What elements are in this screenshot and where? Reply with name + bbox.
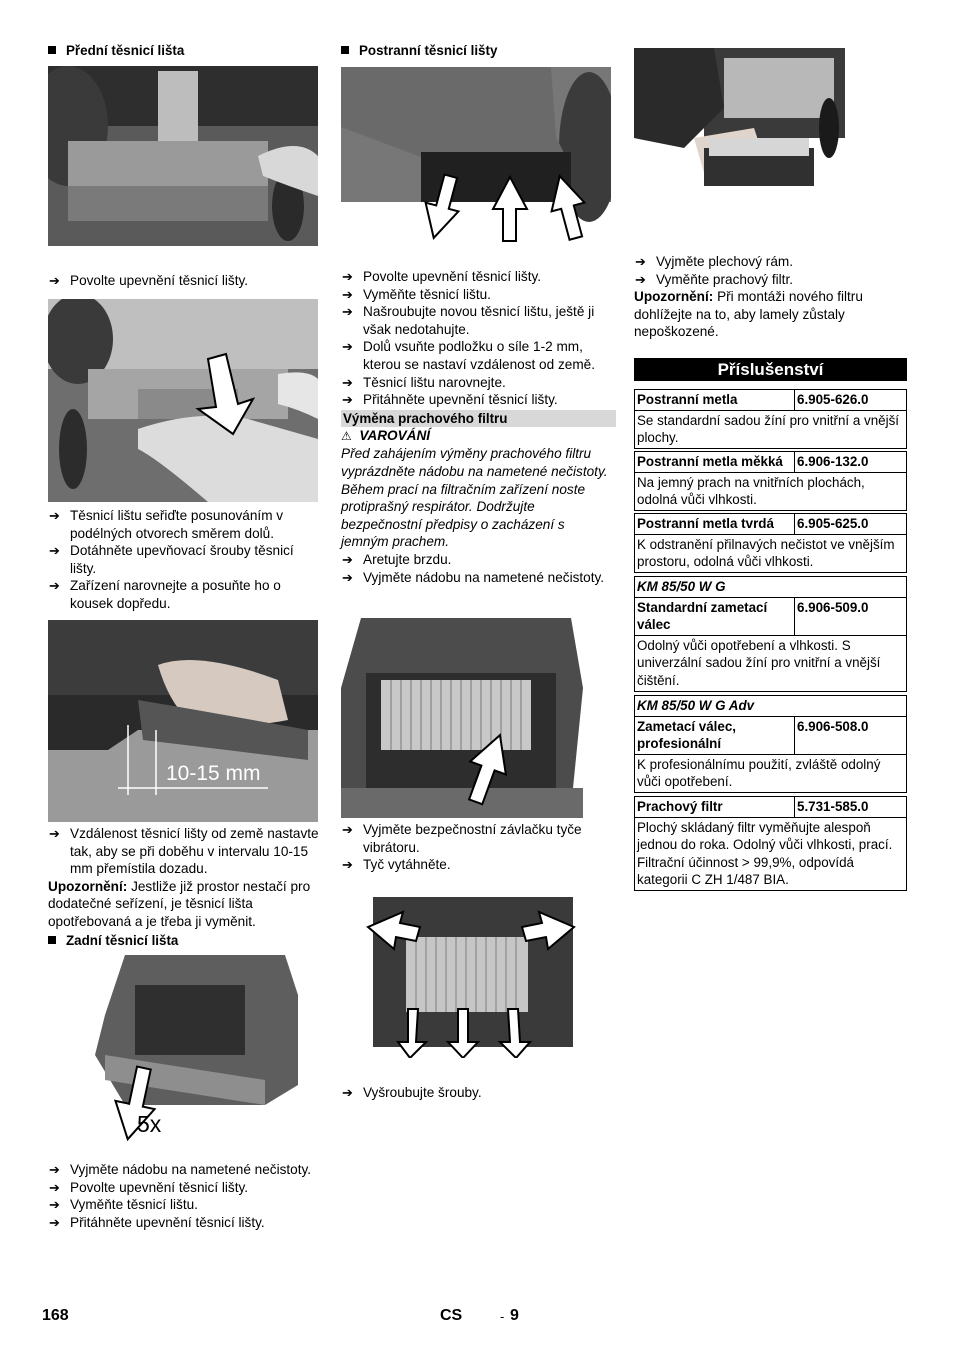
arrow-right-icon: ➔ [342, 1085, 353, 1100]
table-row [635, 635, 907, 691]
photo-side-seals [341, 67, 611, 245]
arrow-right-icon: ➔ [49, 826, 60, 841]
steps-rear [48, 1161, 320, 1231]
photo-filter-screws-drawing [358, 897, 584, 1058]
accessory-description: Plochý skládaný filtr vyměňujte alespoň jednou do roka. Odolný vůči vlhkosti, prací. Filtrační účinnost > 99,9%, odpovídá kategorii C ZH 1/487 BIA. [635, 817, 907, 890]
step-side-1: ➔ Povolte upevnění těsnicí lišty. [342, 269, 542, 284]
heading-rear-seal: Zadní těsnicí lišta [48, 932, 320, 949]
accessory-part-number: 6.906-509.0 [795, 597, 907, 635]
arrow-right-icon: ➔ [49, 273, 60, 288]
table-row [635, 696, 907, 717]
accessory-description: Odolný vůči opotřebení a vlhkosti. S univerzální sadou žíní pro vnitřní a vnější čištění. [635, 635, 907, 691]
step-rear-3: ➔ Vyměňte těsnicí lištu. [49, 1197, 198, 1213]
table-row [635, 754, 907, 792]
arrow-right-icon: ➔ [342, 286, 353, 302]
photo-filter-pin [341, 618, 583, 818]
arrow-right-icon: ➔ [342, 857, 353, 873]
photo-rear-seal-drawing [95, 955, 298, 1147]
distance-label: 10-15 mm [166, 762, 261, 785]
photo-filter-replace-drawing [634, 48, 845, 188]
note-front: Upozornění: Jestliže již prostor nestačí pro dodatečné seřízení, je těsnicí lišta opotřebovaná a je třeba ji vyměnit. [48, 878, 311, 929]
accessory-name: Prachový filtr [635, 797, 795, 818]
accessory-description: Na jemný prach na vnitřních plochách, odolná vůči vlhkosti. [635, 472, 907, 510]
arrow-right-icon: ➔ [49, 578, 60, 594]
table-row [635, 817, 907, 890]
step-rear-1: ➔ Vyjměte nádobu na nametené nečistoty. [49, 1162, 312, 1177]
step-rear-4: ➔ Přitáhněte upevnění těsnicí lišty. [49, 1214, 265, 1230]
section-dust-filter-title: Výměna prachového filtru [341, 410, 616, 427]
photo-front-seal-1-drawing [48, 66, 318, 246]
step-front-1: ➔ Povolte upevnění těsnicí lišty. [49, 273, 249, 288]
model-heading: KM 85/50 W G [635, 577, 907, 598]
accessory-description: Se standardní sadou žíní pro vnitřní a vnější plochy. [635, 410, 907, 448]
table-row [635, 597, 907, 635]
accessories-table [634, 389, 907, 449]
accessory-part-number: 5.731-585.0 [795, 797, 907, 818]
accessories-table [634, 796, 907, 891]
arrow-right-icon: ➔ [342, 304, 353, 320]
arrow-right-icon: ➔ [342, 269, 353, 284]
accessory-part-number: 6.905-626.0 [795, 390, 907, 411]
accessories-table [634, 695, 907, 793]
table-row [635, 797, 907, 818]
step-side-2: ➔ Vyměňte těsnicí lištu. [342, 286, 491, 302]
table-row [635, 410, 907, 448]
accessory-name: Postranní metla měkká [635, 452, 795, 473]
arrow-right-icon: ➔ [342, 392, 353, 408]
arrow-right-icon: ➔ [342, 374, 353, 390]
page-number: 168 [42, 1307, 69, 1324]
photo-front-seal-distance-drawing [48, 620, 318, 822]
square-bullet-icon [48, 936, 56, 944]
accessory-part-number: 6.905-625.0 [795, 514, 907, 535]
model-heading: KM 85/50 W G Adv [635, 696, 907, 717]
steps-side [341, 268, 616, 586]
arrow-right-icon: ➔ [49, 1214, 60, 1230]
arrow-right-icon: ➔ [49, 508, 60, 523]
table-row [635, 472, 907, 510]
photo-filter-replace [634, 48, 845, 188]
arrow-right-icon: ➔ [342, 551, 353, 567]
table-row [635, 452, 907, 473]
accessory-name: Standardní zametací válec [635, 597, 795, 635]
step-filter-7: ➔ Vyměňte prachový filtr. [635, 271, 793, 287]
accessory-name: Postranní metla [635, 390, 795, 411]
photo-front-seal-1 [48, 66, 318, 246]
step-side-3: ➔ Našroubujte novou těsnicí lištu, ještě ji však nedotahujte. [342, 304, 595, 337]
photo-front-seal-2-drawing [48, 299, 318, 502]
arrow-right-icon: ➔ [49, 1197, 60, 1213]
steps-front-5 [48, 825, 320, 949]
arrow-right-icon: ➔ [342, 339, 353, 355]
photo-front-seal-2 [48, 299, 318, 502]
step-filter-3: ➔ Vyjměte bezpečnostní závlačku tyče vibrátoru. [342, 822, 582, 855]
step-side-4: ➔ Dolů vsuňte podložku o síle 1-2 mm, kterou se nastaví vzdálenost od země. [342, 339, 595, 372]
step-front-4: ➔ Zařízení narovnejte a posuňte ho o kousek dopředu. [49, 578, 281, 611]
heading-front-seal: Přední těsnicí lišta [48, 42, 184, 59]
step-filter-4: ➔ Tyč vytáhněte. [342, 857, 451, 873]
accessories-table [634, 513, 907, 573]
table-row [635, 514, 907, 535]
photo-side-seals-drawing [341, 67, 611, 245]
language-code: CS [440, 1307, 463, 1324]
steps-filter-4 [634, 253, 907, 341]
step-front-2: ➔ Těsnicí lištu seřiďte posunováním v podélných otvorech směrem dolů. [49, 508, 284, 541]
square-bullet-icon [341, 46, 349, 54]
table-row [635, 534, 907, 572]
photo-rear-seal [95, 955, 298, 1147]
accessories-table [634, 451, 907, 511]
step-filter-5: ➔ Vyšroubujte šrouby. [342, 1085, 482, 1100]
footer-dash: - [500, 1309, 505, 1324]
step-filter-1: ➔ Aretujte brzdu. [342, 551, 452, 567]
table-row [635, 577, 907, 598]
steps-filter-2 [341, 821, 616, 874]
accessories-title: Příslušenství [634, 358, 907, 381]
count-label: 5x [137, 1111, 162, 1137]
square-bullet-icon [48, 46, 56, 54]
heading-side-seals: Postranní těsnicí lišty [341, 42, 497, 59]
photo-filter-screws [358, 897, 584, 1058]
warning-text: Před zahájením výměny prachového filtru vyprázdněte nádobu na nametené nečistoty. Během prací na filtračním zařízení noste protiprašný respirátor. Dodržujte bezpečnostní předpisy o zacházení s jemným prachem. [341, 446, 608, 550]
accessory-part-number: 6.906-132.0 [795, 452, 907, 473]
step-rear-2: ➔ Povolte upevnění těsnicí lišty. [49, 1179, 249, 1195]
steps-filter-3 [341, 1084, 616, 1102]
section-page-number: 9 [510, 1307, 519, 1324]
table-row [635, 390, 907, 411]
photo-front-seal-distance [48, 620, 318, 822]
arrow-right-icon: ➔ [342, 569, 353, 585]
accessory-name: Postranní metla tvrdá [635, 514, 795, 535]
table-row [635, 716, 907, 754]
step-side-5: ➔ Těsnicí lištu narovnejte. [342, 374, 506, 390]
arrow-right-icon: ➔ [342, 822, 353, 837]
step-side-6: ➔ Přitáhněte upevnění těsnicí lišty. [342, 392, 558, 408]
note-filter: Upozornění: Při montáži nového filtru dohlížejte na to, aby lamely zůstaly nepoškozené. [634, 289, 863, 340]
accessory-description: K profesionálnímu použití, zvláště odolný vůči opotřebení. [635, 754, 907, 792]
accessory-name: Zametací válec, profesionální [635, 716, 795, 754]
step-front-5: ➔ Vzdálenost těsnicí lišty od země nastavte tak, aby se při doběhu v intervalu 10-15 mm přemístila dozadu. [49, 826, 319, 877]
arrow-right-icon: ➔ [49, 1179, 60, 1195]
step-filter-6: ➔ Vyjměte plechový rám. [635, 254, 793, 269]
steps-front-2 [48, 507, 320, 613]
step-front-3: ➔ Dotáhněte upevňovací šrouby těsnicí lišty. [49, 543, 294, 576]
warning-heading: ⚠ VAROVÁNÍ [341, 427, 431, 443]
arrow-right-icon: ➔ [49, 1162, 60, 1177]
arrow-right-icon: ➔ [49, 543, 60, 559]
step-filter-2: ➔ Vyjměte nádobu na nametené nečistoty. [342, 569, 605, 585]
arrow-right-icon: ➔ [635, 271, 646, 287]
accessories-table [634, 576, 907, 692]
warning-icon: ⚠ [341, 428, 352, 443]
accessory-part-number: 6.906-508.0 [795, 716, 907, 754]
accessory-description: K odstranění přilnavých nečistot ve vnějším prostoru, odolná vůči vlhkosti. [635, 534, 907, 572]
photo-filter-pin-drawing [341, 618, 583, 818]
arrow-right-icon: ➔ [635, 254, 646, 269]
